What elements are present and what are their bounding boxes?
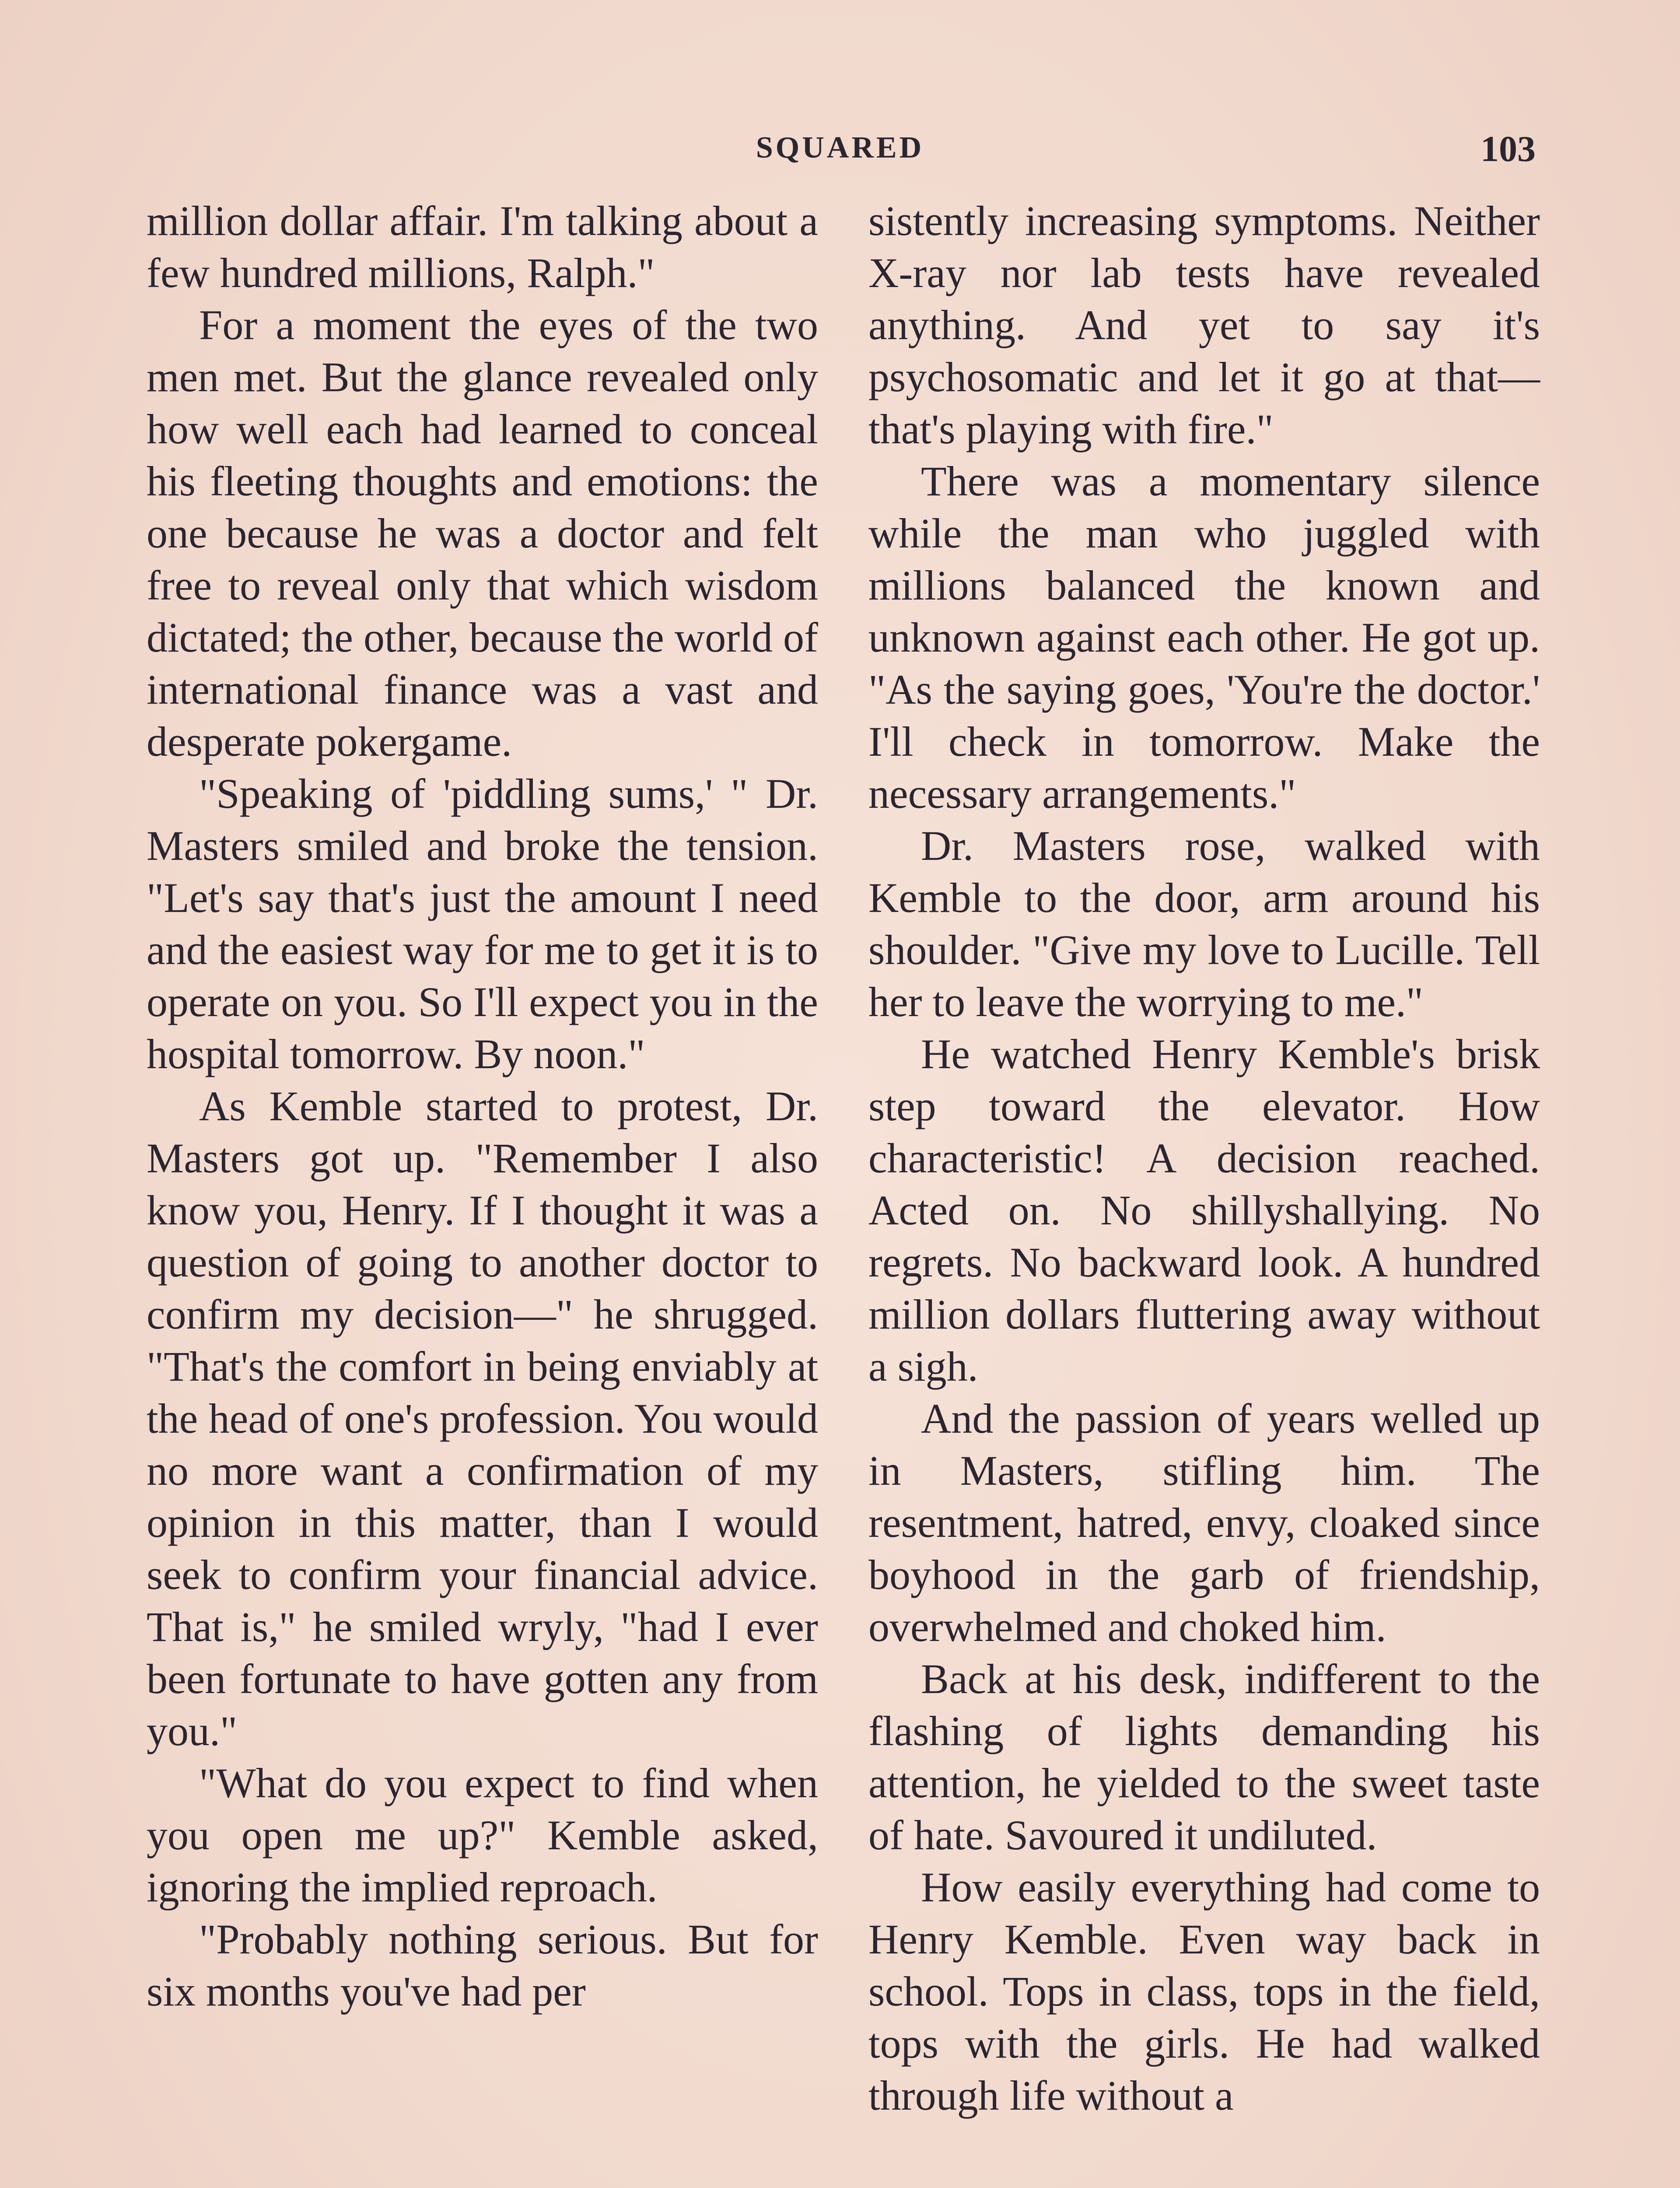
page-number: 103 [1480,129,1536,169]
paragraph: There was a momentary silence while the man who juggled with millions balanced the known and unknown against each other. He got up. "As the saying goes, 'You're the doctor.' I'll check in tomorrow. Make the necessary arrangements." [868,458,1540,817]
running-head: SQUARED [756,131,924,165]
paragraph: As Kemble started to protest, Dr. Masters got up. "Remember I also know you, Henry. If I thought it was a question of going to another doctor to confirm my decision—" he shrugged. "That's the comfort in being enviably at the head of one's profession. You would no more want a confirmation of my opinion in this matter, than I would seek to confirm your financial advice. That is," he smiled wryly, "had I ever been fortunate to have gotten any from you." [147,1083,818,1754]
page-header [144,130,1536,179]
paragraph: "Speaking of 'piddling sums,' " Dr. Masters smiled and broke the tension. "Let's say that's just the amount I need and the easiest way for me to get it is to operate on you. So I'll expect you in the hospital tomorrow. By noon." [147,770,818,1077]
paragraph: sistently increasing symptoms. Neither X-ray nor lab tests have revealed anything. And yet to say it's psychosomatic and let it go at that—that's playing with fire." [868,197,1540,452]
paragraph: And the passion of years welled up in Masters, stifling him. The resentment, hatred, envy, cloaked since boyhood in the garb of friendship, overwhelmed and choked him. [868,1395,1540,1650]
paragraph: "What do you expect to find when you open me up?" Kemble asked, ignoring the implied reproach. [147,1760,818,1911]
paragraph: million dollar affair. I'm talking about a few hundred millions, Ralph." [147,197,818,296]
paragraph: For a moment the eyes of the two men met. But the glance revealed only how well each had learned to conceal his fleeting thoughts and emotions: the one because he was a doctor and felt free to reveal only that which wisdom dictated; the other, because the world of international finance was a vast and desperate pokergame. [147,302,818,765]
paragraph: He watched Henry Kemble's brisk step toward the elevator. How characteristic! A decision reached. Acted on. No shillyshallying. No regrets. No backward look. A hundred million dollars fluttering away without a sigh. [868,1031,1540,1390]
paragraph: How easily everything had come to Henry Kemble. Even way back in school. Tops in class, tops in the field, tops with the girls. He had walked through life without a [868,1864,1540,2119]
left-column [147,195,818,2017]
paragraph: Back at his desk, indifferent to the flashing of lights demanding his attention, he yielded to the sweet taste of hate. Savoured it undiluted. [868,1655,1540,1858]
paragraph: Dr. Masters rose, walked with Kemble to the door, arm around his shoulder. "Give my love to Lucille. Tell her to leave the worrying to me." [868,822,1540,1025]
paragraph: "Probably nothing serious. But for six months you've had per [147,1916,818,2015]
right-column [868,195,1540,2121]
